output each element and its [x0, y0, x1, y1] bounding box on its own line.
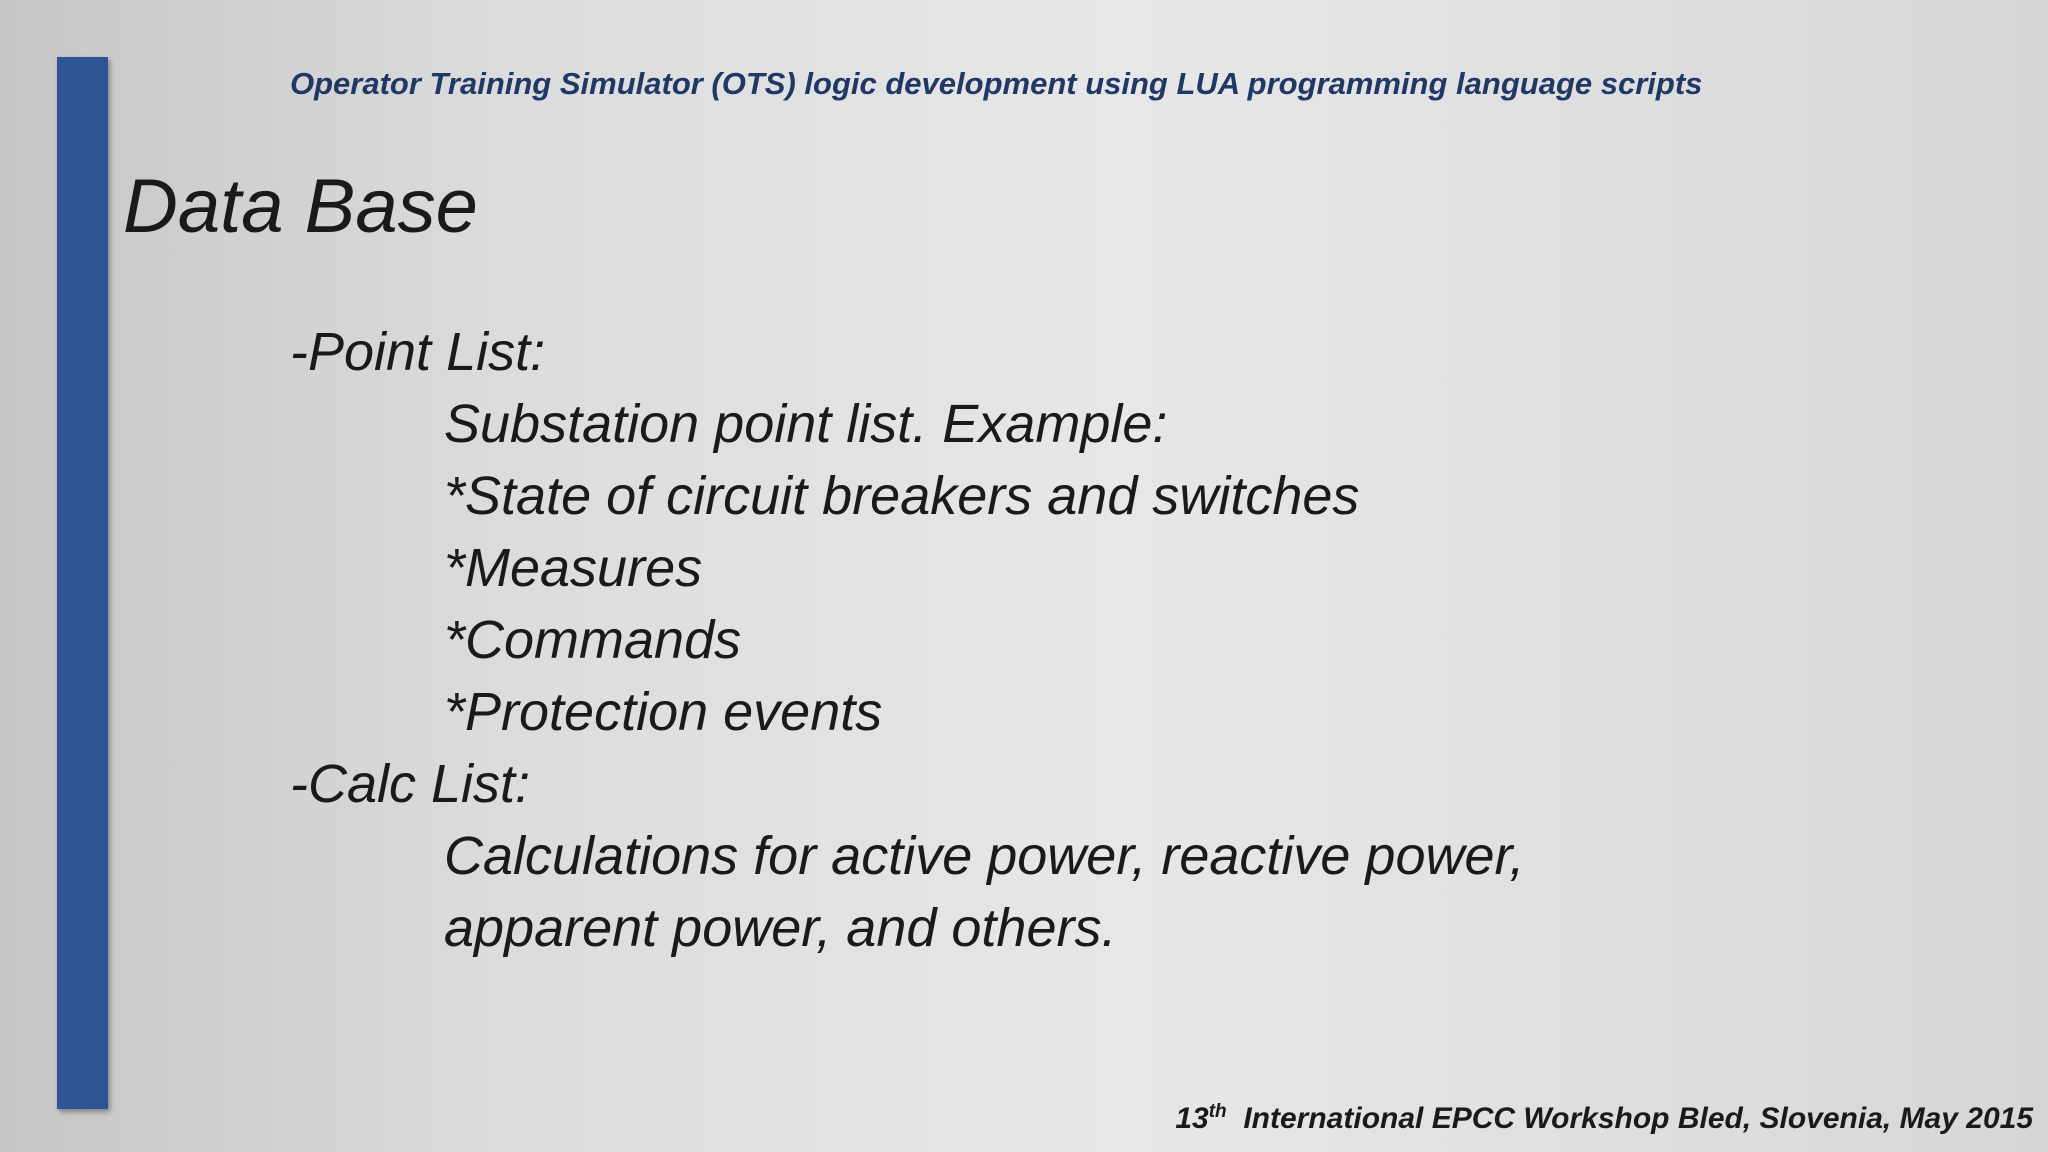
- calc-list-line: Calculations for active power, reactive power,: [444, 826, 1525, 886]
- slide-footer: [1175, 1102, 2033, 1136]
- footer-number: 13: [1175, 1102, 1209, 1135]
- point-list-item: *Measures: [444, 538, 703, 598]
- calc-list-heading: -Calc List:: [290, 754, 531, 814]
- point-list-heading: -Point List:: [290, 322, 546, 382]
- point-list-intro: Substation point list. Example:: [444, 394, 1168, 454]
- slide-title: Data Base: [123, 164, 478, 249]
- accent-bar: [57, 57, 108, 1109]
- point-list-item: *Commands: [444, 610, 742, 670]
- slide-header: Operator Training Simulator (OTS) logic development using LUA programming language scripts: [290, 66, 1703, 101]
- point-list-item: *State of circuit breakers and switches: [444, 466, 1360, 526]
- footer-superscript: th: [1208, 1101, 1227, 1122]
- point-list-item: *Protection events: [444, 682, 883, 742]
- calc-list-line: apparent power, and others.: [444, 898, 1117, 958]
- footer-text: International EPCC Workshop Bled, Slovenia, May 2015: [1243, 1102, 2033, 1135]
